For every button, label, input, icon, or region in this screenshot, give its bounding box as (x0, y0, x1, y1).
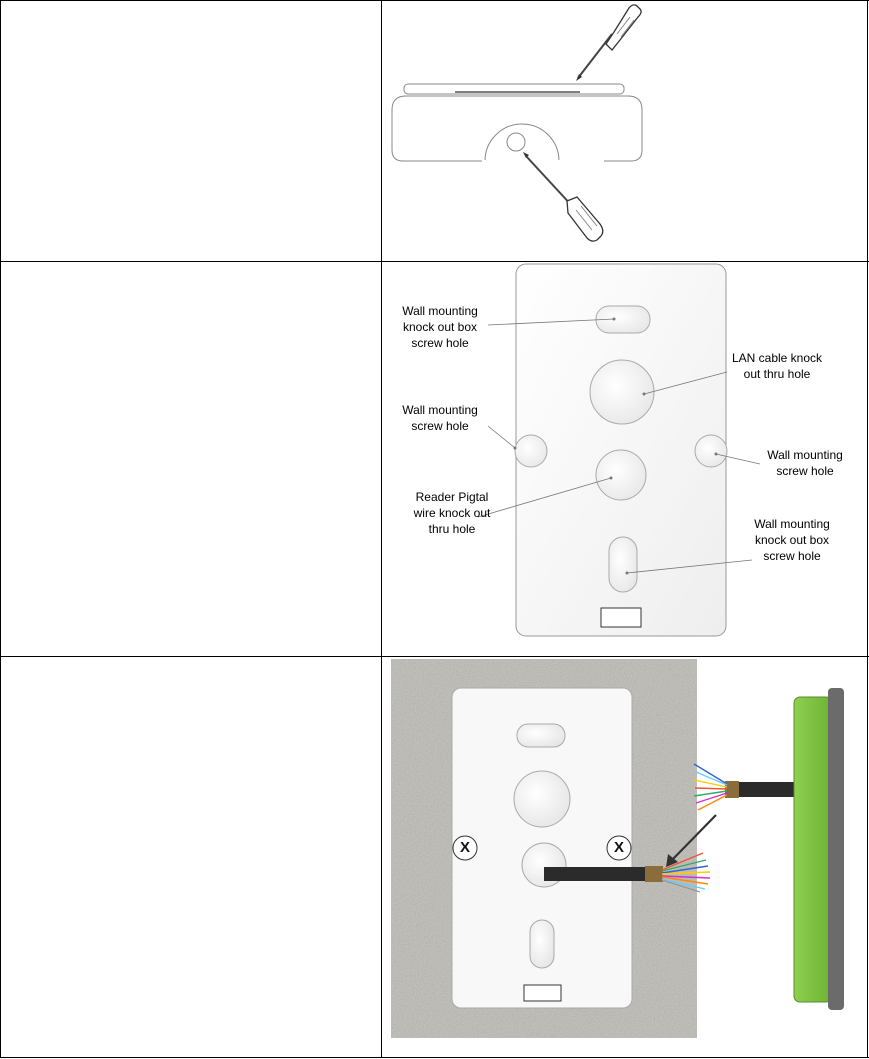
reader-side-view (794, 697, 832, 1002)
callout-left-screw-hole: Wall mounting screw hole (402, 403, 478, 433)
callout-top-box-hole: Wall mounting knock out box screw hole (402, 304, 478, 350)
right-x-label: X (613, 839, 624, 856)
callout-bottom-box-hole: Wall mounting knock out box screw hole (754, 517, 830, 563)
left-x-label: X (459, 839, 470, 856)
callout-right-screw-hole: Wall mounting screw hole (767, 448, 843, 478)
callout-lan-hole: LAN cable knock out thru hole (731, 351, 823, 381)
callout-pigtail-hole: Reader Pigtal wire knock out thru hole (413, 490, 491, 536)
